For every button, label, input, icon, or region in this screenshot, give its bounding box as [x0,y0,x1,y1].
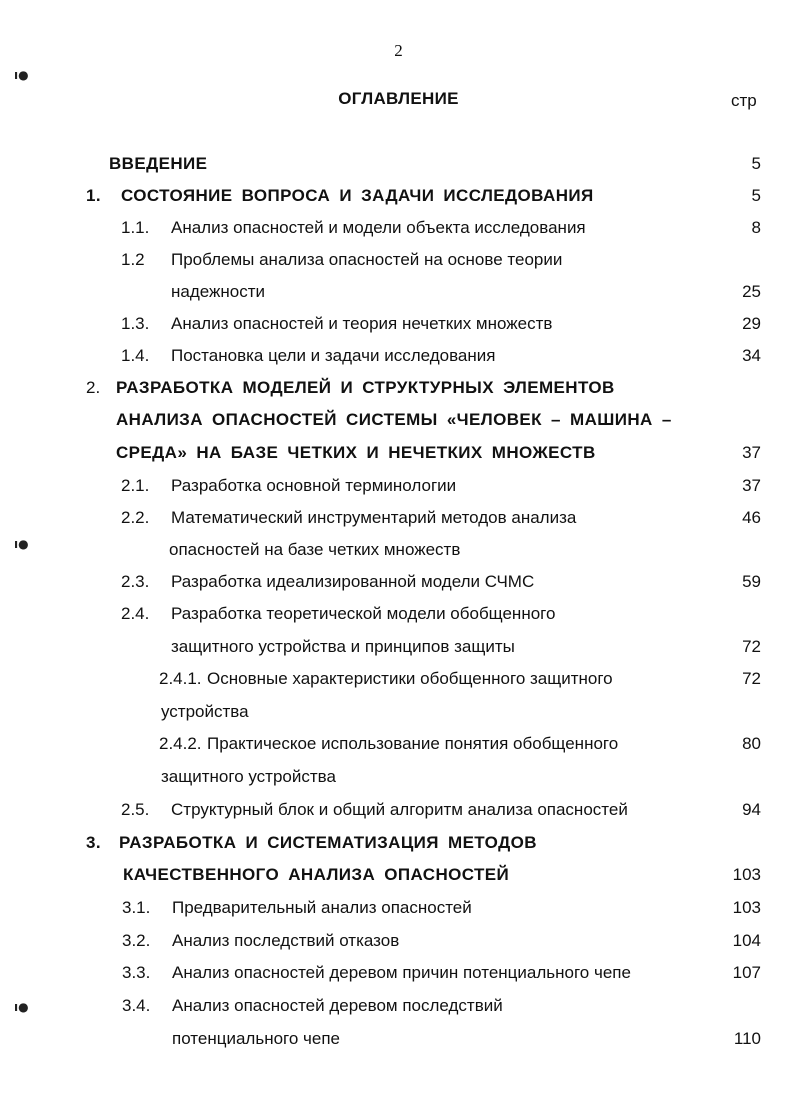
toc-entry-page: 59 [742,572,761,591]
toc-entry-title-cont: КАЧЕСТВЕННОГО АНАЛИЗА ОПАСНОСТЕЙ [123,865,510,884]
toc-entry-number: 3.4. [122,996,151,1015]
toc-entry-title: Предварительный анализ опасностей [172,898,472,917]
toc-entry-page: 34 [742,346,761,365]
toc-entry-page: 103 [732,898,761,917]
toc-entry-number: 2.4.1. [159,669,202,688]
toc-entry-number: 2.2. [121,508,150,527]
toc-entry-page: 5 [751,154,761,173]
toc-entry-page: 94 [742,800,761,819]
toc-entry-page: 104 [732,931,761,950]
toc-entry-title: Анализ опасностей деревом последствий [172,996,503,1015]
toc-entry-title: Структурный блок и общий алгоритм анализа опасностей [171,800,628,819]
toc-entry-title: Основные характеристики обобщенного защитного [207,669,613,688]
toc-entry-number: 2.3. [121,572,150,591]
page-column-label: стр [731,91,757,110]
toc-entry-title-cont: устройства [161,702,249,721]
toc-entry-number: 1.1. [121,218,150,237]
toc-entry-title: Разработка идеализированной модели СЧМС [171,572,535,591]
toc-entry-page: 72 [742,637,761,656]
toc-entry-page: 29 [742,314,761,333]
toc-entry-number: 2.4. [121,604,150,623]
toc-entry-page: 46 [742,508,761,527]
toc-entry-title: Разработка теоретической модели обобщенного [171,604,556,623]
toc-entry-number: 2.4.2. [159,734,202,753]
toc-entry-number: 2.1. [121,476,150,495]
toc-entry-page: 110 [733,1029,761,1048]
toc-entry-page: 103 [732,865,761,884]
toc-entry-number: 3.3. [122,963,151,982]
page-number: 2 [394,41,403,60]
toc-entry-page: 80 [742,734,761,753]
toc-entry-title-cont: защитного устройства [161,767,336,786]
toc-entry-number: 1.2 [121,250,145,269]
toc-entry-page: 107 [732,963,761,982]
toc-entry-title-cont: АНАЛИЗА ОПАСНОСТЕЙ СИСТЕМЫ «ЧЕЛОВЕК – МАШИНА – [116,410,672,429]
toc-entry-title: Практическое использование понятия обобщенного [207,734,619,753]
toc-entry-title-cont: защитного устройства и принципов защиты [171,637,515,656]
toc-entry-title: РАЗРАБОТКА И СИСТЕМАТИЗАЦИЯ МЕТОДОВ [119,833,537,852]
toc-entry-title-cont: потенциального чепе [172,1029,341,1048]
toc-entry-page: 37 [742,443,761,462]
toc-entry-title: РАЗРАБОТКА МОДЕЛЕЙ И СТРУКТУРНЫХ ЭЛЕМЕНТОВ [116,378,615,397]
scan-mark: ı● [14,68,29,82]
toc-entry-title: Анализ опасностей и модели объекта исследования [171,218,586,237]
toc-entry-page: 37 [742,476,761,495]
toc-entry-title: Анализ последствий отказов [172,931,400,950]
toc-entry-title-cont: СРЕДА» НА БАЗЕ ЧЕТКИХ И НЕЧЕТКИХ МНОЖЕСТВ [116,443,596,462]
scan-mark: ı● [14,1000,29,1014]
toc-entry-number: 3. [86,833,101,852]
toc-entry-title: Проблемы анализа опасностей на основе теории [171,250,563,269]
toc-entry-title: ВВЕДЕНИЕ [109,154,208,173]
toc-entry-page: 8 [751,218,761,237]
toc-entry-number: 1.4. [121,346,150,365]
toc-entry-number: 1.3. [121,314,150,333]
toc-title: ОГЛАВЛЕНИЕ [338,89,459,108]
toc-entry-title: Математический инструментарий методов анализа [171,508,577,527]
toc-entry-title-cont: надежности [171,282,266,301]
toc-entry-page: 25 [742,282,761,301]
toc-entry-title: Анализ опасностей деревом причин потенциального чепе [172,963,631,982]
toc-entry-number: 3.2. [122,931,151,950]
toc-entry-page: 72 [742,669,761,688]
toc-entry-number: 3.1. [122,898,151,917]
scan-mark: ı● [14,537,29,551]
toc-entry-title: СОСТОЯНИЕ ВОПРОСА И ЗАДАЧИ ИССЛЕДОВАНИЯ [121,186,594,205]
toc-entry-title: Постановка цели и задачи исследования [171,346,496,365]
toc-entry-title-cont: опасностей на базе четких множеств [169,540,461,559]
toc-entry-number: 2.5. [121,800,150,819]
toc-entry-number: 1. [86,186,101,205]
toc-entry-page: 5 [751,186,761,205]
toc-entry-number: 2. [86,378,101,397]
toc-entry-title: Разработка основной терминологии [171,476,457,495]
toc-entry-title: Анализ опасностей и теория нечетких множеств [171,314,553,333]
